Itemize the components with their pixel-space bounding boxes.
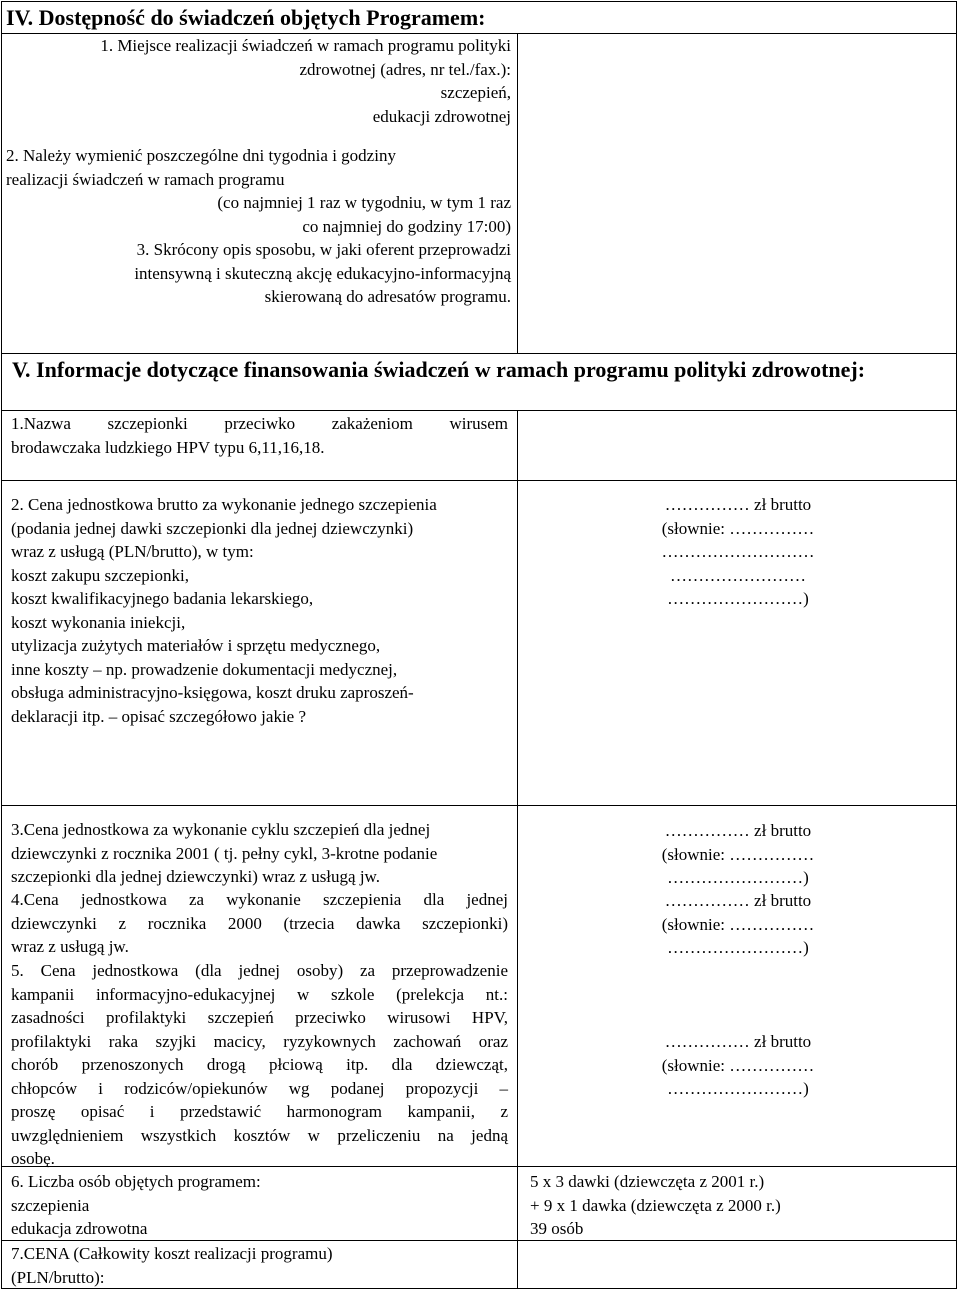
text-line: ……………………)	[667, 868, 809, 887]
rule-under-heading-5	[1, 410, 957, 411]
section-4-item-2	[6, 144, 511, 238]
text-line: profilaktyki raka szyjki macicy, ryzykownych zachowań oraz	[11, 1031, 508, 1051]
text-line: dziewczynki z rocznika 2001 ( tj. pełny cykl, 3-krotne podanie	[11, 843, 438, 863]
section-4-heading: IV. Dostępność do świadczeń objętych Programem:	[6, 5, 486, 30]
section-5-item-2	[11, 493, 511, 728]
text-line: zdrowotnej (adres, nr tel./fax.):	[299, 59, 511, 79]
column-divider-section-4	[517, 33, 518, 353]
text-line: inne koszty – np. prowadzenie dokumentacji medycznej,	[11, 659, 398, 679]
item-2-price-field	[518, 493, 958, 611]
text-line: ………………………	[661, 542, 815, 561]
text-line: 3. Skrócony opis sposobu, w jaki oferent przeprowadzi	[136, 240, 511, 259]
participants-count-field	[530, 1170, 950, 1241]
text-line: 2. Należy wymienić poszczególne dni tygodnia i godziny	[6, 146, 396, 165]
item-4-price-field	[518, 889, 958, 960]
text-line: (co najmniej 1 raz w tygodniu, w tym 1 raz	[217, 193, 511, 212]
text-line: 3.Cena jednostkowa za wykonanie cyklu szczepień dla jednej	[11, 820, 431, 839]
text-line: proszę opisać i przedstawić harmonogram kampanii, z	[11, 1102, 508, 1121]
section-5-item-7	[11, 1242, 511, 1289]
text-line: + 9 x 1 dawka (dziewczęta z 2000 r.)	[530, 1195, 781, 1215]
text-line: realizacji świadczeń w ramach programu	[6, 169, 285, 189]
text-line: wraz z usługą (PLN/brutto), w tym:	[11, 542, 254, 561]
text-line: koszt wykonania iniekcji,	[11, 612, 186, 632]
text-line: osobę.	[11, 1149, 55, 1168]
text-line: (słownie: ……………	[661, 844, 815, 864]
text-line: 1. Miejsce realizacji świadczeń w ramach programu polityki	[100, 36, 511, 55]
section-4-item-3	[6, 238, 511, 309]
text-line: (słownie: ……………	[661, 914, 815, 934]
text-line: koszt kwalifikacyjnego badania lekarskiego,	[11, 589, 314, 608]
text-line: szczepionki dla jednej dziewczynki) wraz z usługą jw.	[11, 867, 380, 886]
text-line: intensywną i skuteczną akcję edukacyjno-informacyjną	[134, 263, 511, 283]
text-line: ……………………)	[667, 589, 809, 608]
text-line: brodawczaka ludzkiego HPV typu 6,11,16,18.	[11, 437, 325, 457]
text-line: co najmniej do godziny 17:00)	[302, 216, 511, 236]
text-line: wraz z usługą jw.	[11, 937, 129, 956]
text-line: 5. Cena jednostkowa (dla jednej osoby) za przeprowadzenie	[11, 961, 508, 980]
item-3-price-field	[518, 819, 958, 890]
text-line: (PLN/brutto):	[11, 1267, 105, 1287]
section-4-item-1	[6, 34, 511, 128]
rule-row-2	[1, 805, 957, 806]
text-line: (słownie: ……………	[661, 1055, 815, 1075]
rule-above-section-5	[1, 353, 957, 354]
text-line: ……………………	[670, 565, 806, 585]
section-5-heading: V. Informacje dotyczące finansowania świadczeń w ramach programu polityki zdrowotnej:	[12, 357, 866, 382]
text-line: deklaracji itp. – opisać szczegółowo jakie ?	[11, 706, 307, 726]
text-line: kampanii informacyjno-edukacyjnej w szkole (prelekcja nt.:	[11, 984, 508, 1004]
text-line: uwzględnieniem wszystkich kosztów w przeliczeniu na jedną	[11, 1125, 508, 1145]
total-cost-field[interactable]	[519, 1242, 955, 1288]
text-line: chłopców i rodziców/opiekunów wg podanej propozycji –	[11, 1078, 508, 1098]
text-line: szczepienia	[11, 1195, 90, 1215]
section-5-item-3	[11, 818, 511, 889]
text-line: koszt zakupu szczepionki,	[11, 565, 189, 585]
text-line: dziewczynki z rocznika 2000 (trzecia dawka szczepionki)	[11, 913, 508, 933]
text-line: szczepień,	[440, 83, 511, 102]
text-line: edukacji zdrowotnej	[372, 106, 511, 126]
text-line: obsługa administracyjno-księgowa, koszt druku zaproszeń-	[11, 683, 414, 702]
text-line: ……………………)	[667, 938, 809, 957]
item-5-price-field	[518, 1030, 958, 1101]
section-5-item-1	[11, 412, 508, 459]
text-line: 4.Cena jednostkowa za wykonanie szczepienia dla jednej	[11, 890, 508, 909]
text-line: edukacja zdrowotna	[11, 1219, 148, 1238]
text-line: 1.Nazwa szczepionki przeciwko zakażeniom wirusem	[11, 414, 508, 433]
text-line: (słownie: ……………	[661, 518, 815, 538]
text-line: zasadności profilaktyki szczepień przeciwko wirusowi HPV,	[11, 1008, 508, 1027]
text-line: skierowaną do adresatów programu.	[264, 287, 511, 306]
text-line: …………… zł brutto	[664, 821, 812, 840]
rule-row-1	[1, 480, 957, 481]
text-line: utylizacja zużytych materiałów i sprzętu medycznego,	[11, 636, 381, 655]
section-5-item-5	[11, 959, 508, 1171]
text-line: …………… zł brutto	[664, 495, 812, 514]
text-line: chorób przenoszonych drogą płciową itp. dla dziewcząt,	[11, 1055, 508, 1074]
text-line: 7.CENA (Całkowity koszt realizacji programu)	[11, 1244, 333, 1263]
text-line: (podania jednej dawki szczepionki dla jednej dziewczynki)	[11, 518, 414, 538]
text-line: 6. Liczba osób objętych programem:	[11, 1172, 261, 1191]
section-5-item-6	[11, 1170, 511, 1241]
text-line: 39 osób	[530, 1219, 584, 1238]
text-line: ……………………)	[667, 1079, 809, 1098]
text-line: 2. Cena jednostkowa brutto za wykonanie jednego szczepienia	[11, 495, 437, 514]
text-line: …………… zł brutto	[664, 1032, 812, 1051]
text-line: 5 x 3 dawki (dziewczęta z 2001 r.)	[530, 1172, 765, 1191]
section-5-item-4	[11, 888, 508, 959]
text-line: …………… zł brutto	[664, 891, 812, 910]
